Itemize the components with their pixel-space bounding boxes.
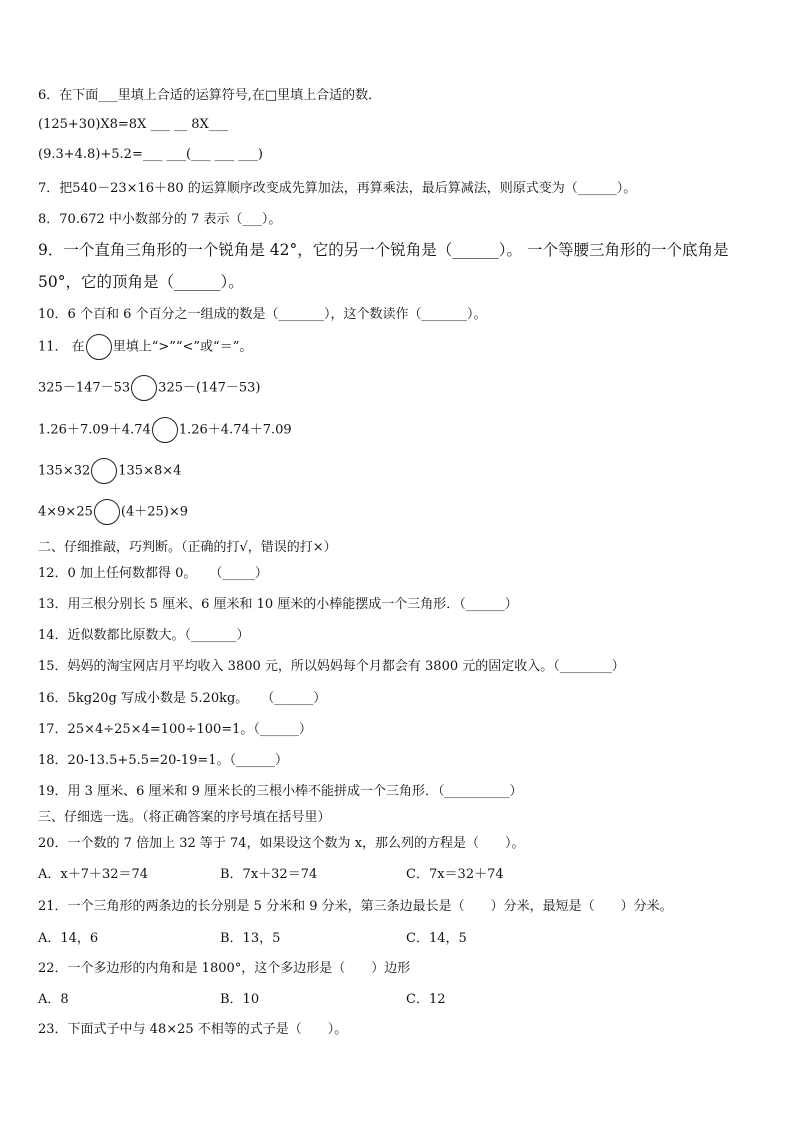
question-14: 14．近似数都比原数大。（_______） <box>38 628 250 643</box>
compare-left: 325－147－53 <box>38 380 131 396</box>
compare-circle-icon <box>86 334 112 360</box>
question-11-suffix: 里填上“>”“<”或“＝”。 <box>112 339 253 355</box>
option-a[interactable]: A．8 <box>38 992 69 1007</box>
option-b[interactable]: B．7x＋32＝74 <box>220 867 318 882</box>
compare-left: 135×32 <box>38 463 91 479</box>
question-10: 10．6 个百和 6 个百分之一组成的数是（_______），这个数读作（_______）。 <box>38 307 487 322</box>
compare-item <box>38 499 188 525</box>
section-3-heading: 三、仔细选一选。（将正确答案的序号填在括号里） <box>38 810 331 825</box>
option-b[interactable]: B．13，5 <box>220 931 281 946</box>
question-22-stem: 22．一个多边形的内角和是 1800°，这个多边形是（ ）边形 <box>38 961 411 976</box>
question-6-line-3: (9.3+4.8)+5.2=___ ___(___ ___ ___) <box>38 147 263 162</box>
option-a[interactable]: A．x＋7＋32＝74 <box>38 867 149 882</box>
question-19: 19．用 3 厘米、6 厘米和 9 厘米长的三根小棒不能拼成一个三角形．（__________） <box>38 784 523 799</box>
question-11-prefix: 11． 在 <box>38 339 85 355</box>
question-6-line-1: 6．在下面___里填上合适的运算符号,在□里填上合适的数． <box>38 88 382 103</box>
option-b[interactable]: B．10 <box>220 992 260 1007</box>
question-18: 18．20-13.5+5.5=20-19=1。（______） <box>38 753 289 768</box>
option-c[interactable]: C．12 <box>406 992 446 1007</box>
question-9-line-2: 50°，它的顶角是（______）。 <box>38 273 244 291</box>
compare-circle-icon[interactable] <box>91 458 117 484</box>
question-17: 17．25×4÷25×4=100÷100=1。（______） <box>38 722 312 737</box>
compare-item <box>38 375 260 401</box>
option-c[interactable]: C．7x＝32＋74 <box>406 867 504 882</box>
compare-item <box>38 458 181 484</box>
question-7: 7．把540－23×16＋80 的运算顺序改变成先算加法，再算乘法，最后算减法，则原式变为（______）。 <box>38 181 637 196</box>
compare-right: 1.26＋4.74＋7.09 <box>178 422 292 438</box>
compare-circle-icon[interactable] <box>131 375 157 401</box>
question-12: 12．0 加上任何数都得 0。 （_____） <box>38 566 268 581</box>
compare-right: (4＋25)×9 <box>120 504 188 520</box>
question-15: 15．妈妈的淘宝网店月平均收入 3800 元，所以妈妈每个月都会有 3800 元的固定收入。（________） <box>38 659 625 674</box>
compare-left: 1.26＋7.09＋4.74 <box>38 422 151 438</box>
question-20-stem: 20．一个数的 7 倍加上 32 等于 74，如果设这个数为 x，那么列的方程是（ ）。 <box>38 836 525 851</box>
compare-item <box>38 417 292 443</box>
compare-right: 135×8×4 <box>118 463 182 479</box>
compare-left: 4×9×25 <box>38 504 93 520</box>
question-23: 23．下面式子中与 48×25 不相等的式子是（ ）。 <box>38 1022 348 1037</box>
compare-circle-icon[interactable] <box>152 417 178 443</box>
question-8: 8．70.672 中小数部分的 7 表示（___）。 <box>38 212 282 227</box>
question-11-stem <box>38 334 252 360</box>
compare-right: 325－(147－53) <box>158 380 261 396</box>
compare-circle-icon[interactable] <box>94 499 120 525</box>
question-13: 13．用三根分别长 5 厘米、6 厘米和 10 厘米的小棒能摆成一个三角形．（______） <box>38 597 518 612</box>
question-21-stem: 21．一个三角形的两条边的长分别是 5 分米和 9 分米，第三条边最长是（ ）分米，最短是（ ）分米。 <box>38 899 673 914</box>
section-2-heading: 二、仔细推敲，巧判断。（正确的打√，错误的打×） <box>38 540 337 555</box>
option-a[interactable]: A．14，6 <box>38 931 99 946</box>
question-9-line-1: 9．一个直角三角形的一个锐角是 42°，它的另一个锐角是（______）。 一个等腰三角形的一个底角是 <box>38 241 729 259</box>
question-6-line-2: (125+30)X8=8X ___ __ 8X___ <box>38 117 229 132</box>
question-16: 16．5kg20g 写成小数是 5.20kg。 （______） <box>38 691 327 706</box>
option-c[interactable]: C．14，5 <box>406 931 467 946</box>
